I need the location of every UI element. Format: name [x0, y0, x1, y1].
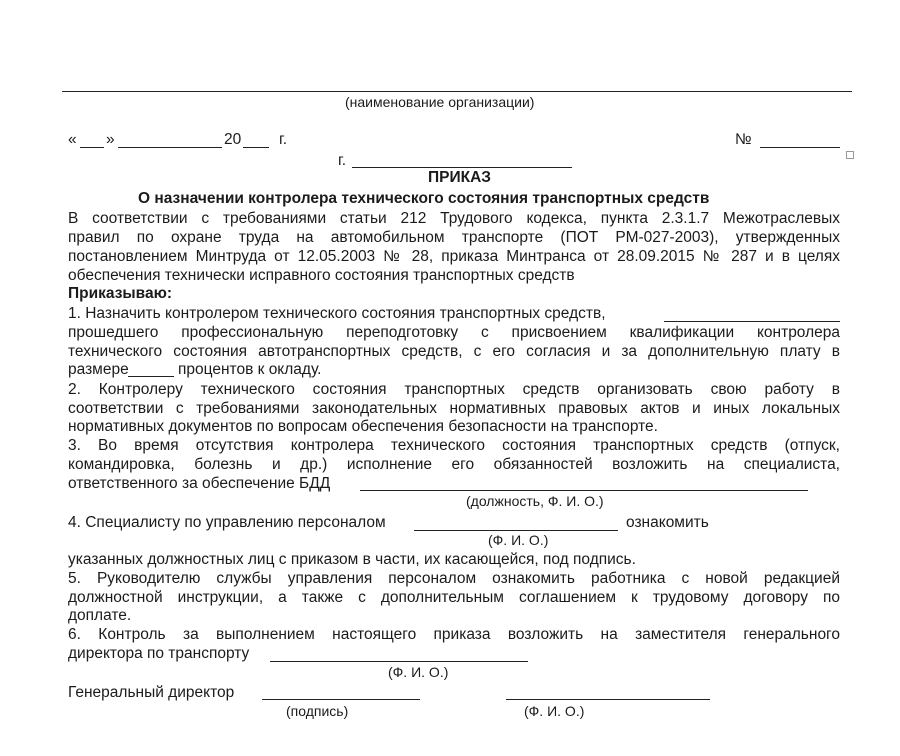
date-close-quote: »: [106, 131, 115, 148]
date-year-prefix: 20: [224, 131, 242, 148]
item3-line-1: 3. Во время отсутствия контролера технического состояния транспортных средств (отпуск,: [68, 437, 840, 454]
item5-line-1: 5. Руководителю службы управления персоналом ознакомить работника с новой редакцией: [68, 570, 840, 587]
item1-line-1: 1. Назначить контролером технического состояния транспортных средств,: [68, 305, 606, 322]
signature-field[interactable]: [262, 699, 420, 700]
date-day-field[interactable]: [80, 147, 104, 148]
item1-line-3: технического состояния автотранспортных средств, с его согласия и за дополнительную плату в: [68, 343, 840, 360]
item4-label: 4. Специалисту по управлению персоналом: [68, 514, 386, 531]
item2-line-1: 2. Контролеру технического состояния транспортных средств организовать свою работу в: [68, 381, 840, 398]
item6-line-2: директора по транспорту: [68, 645, 250, 662]
item6-caption: (Ф. И. О.): [388, 664, 449, 680]
preamble-line-3: постановлением Минтруда от 12.05.2003 № 28, приказа Минтранса от 28.09.2015 № 287 и в целях: [68, 248, 840, 265]
item3-line-3: ответственного за обеспечение БДД: [68, 475, 331, 492]
director-name-field[interactable]: [506, 699, 710, 700]
item1-percent-field[interactable]: [128, 376, 174, 377]
order-number-field[interactable]: [760, 147, 840, 148]
item2-line-3: нормативных документов по вопросам обеспечения безопасности на транспорте.: [68, 418, 658, 435]
item4-tail: указанных должностных лиц с приказом в части, их касающейся, под подпись.: [68, 551, 636, 568]
date-open-quote: «: [68, 131, 77, 148]
item5-line-3: доплате.: [68, 607, 132, 624]
item1-line-2: прошедшего профессиональную переподготовку с присвоением квалификации контролера: [68, 324, 840, 341]
date-year-field[interactable]: [243, 147, 269, 148]
organization-name-line[interactable]: [62, 91, 852, 92]
signature-caption: (подпись): [286, 703, 349, 719]
order-title: ПРИКАЗ: [428, 169, 491, 186]
item4-hr-specialist-field[interactable]: [414, 530, 618, 531]
preamble-line-4: обеспечения технически исправного состояния транспортных средств: [68, 267, 575, 284]
date-month-field[interactable]: [118, 147, 222, 148]
director-name-caption: (Ф. И. О.): [524, 703, 585, 719]
item3-responsible-field[interactable]: [360, 490, 808, 491]
item3-line-2: командировка, болезнь и др.) исполнение его обязанностей возложить на специалиста,: [68, 456, 840, 473]
item1-line-4a: размере: [68, 361, 129, 378]
item4-action: ознакомить: [626, 514, 709, 531]
item1-employee-field[interactable]: [664, 321, 840, 322]
order-word: Приказываю:: [68, 285, 172, 302]
preamble-line-2: правил по охране труда на автомобильном транспорте (ПОТ РМ-027-2003), утвержденных: [68, 229, 840, 246]
date-year-suffix: г.: [279, 131, 288, 148]
place-prefix: г.: [338, 152, 347, 169]
signature-label: Генеральный директор: [68, 684, 235, 701]
item4-caption: (Ф. И. О.): [488, 532, 549, 548]
place-field[interactable]: [352, 167, 572, 168]
order-subject: О назначении контролера технического состояния транспортных средств: [138, 190, 710, 207]
organization-caption: (наименование организации): [345, 94, 535, 110]
order-number-label: №: [735, 131, 752, 148]
item2-line-2: соответствии с требованиями законодательных нормативных правовых актов и иных локальных: [68, 400, 840, 417]
item6-line-1: 6. Контроль за выполнением настоящего приказа возложить на заместителя генерального: [68, 626, 840, 643]
item3-caption: (должность, Ф. И. О.): [466, 493, 604, 509]
corner-marker: [846, 151, 854, 159]
item5-line-2: должностной инструкции, а также с дополнительным соглашением к трудовому договору по: [68, 589, 840, 606]
item6-deputy-field[interactable]: [270, 661, 528, 662]
item1-line-4b: процентов к окладу.: [178, 361, 322, 378]
preamble-line-1: В соответствии с требованиями статьи 212 Трудового кодекса, пункта 2.3.1.7 Межотраслевых: [68, 210, 840, 227]
